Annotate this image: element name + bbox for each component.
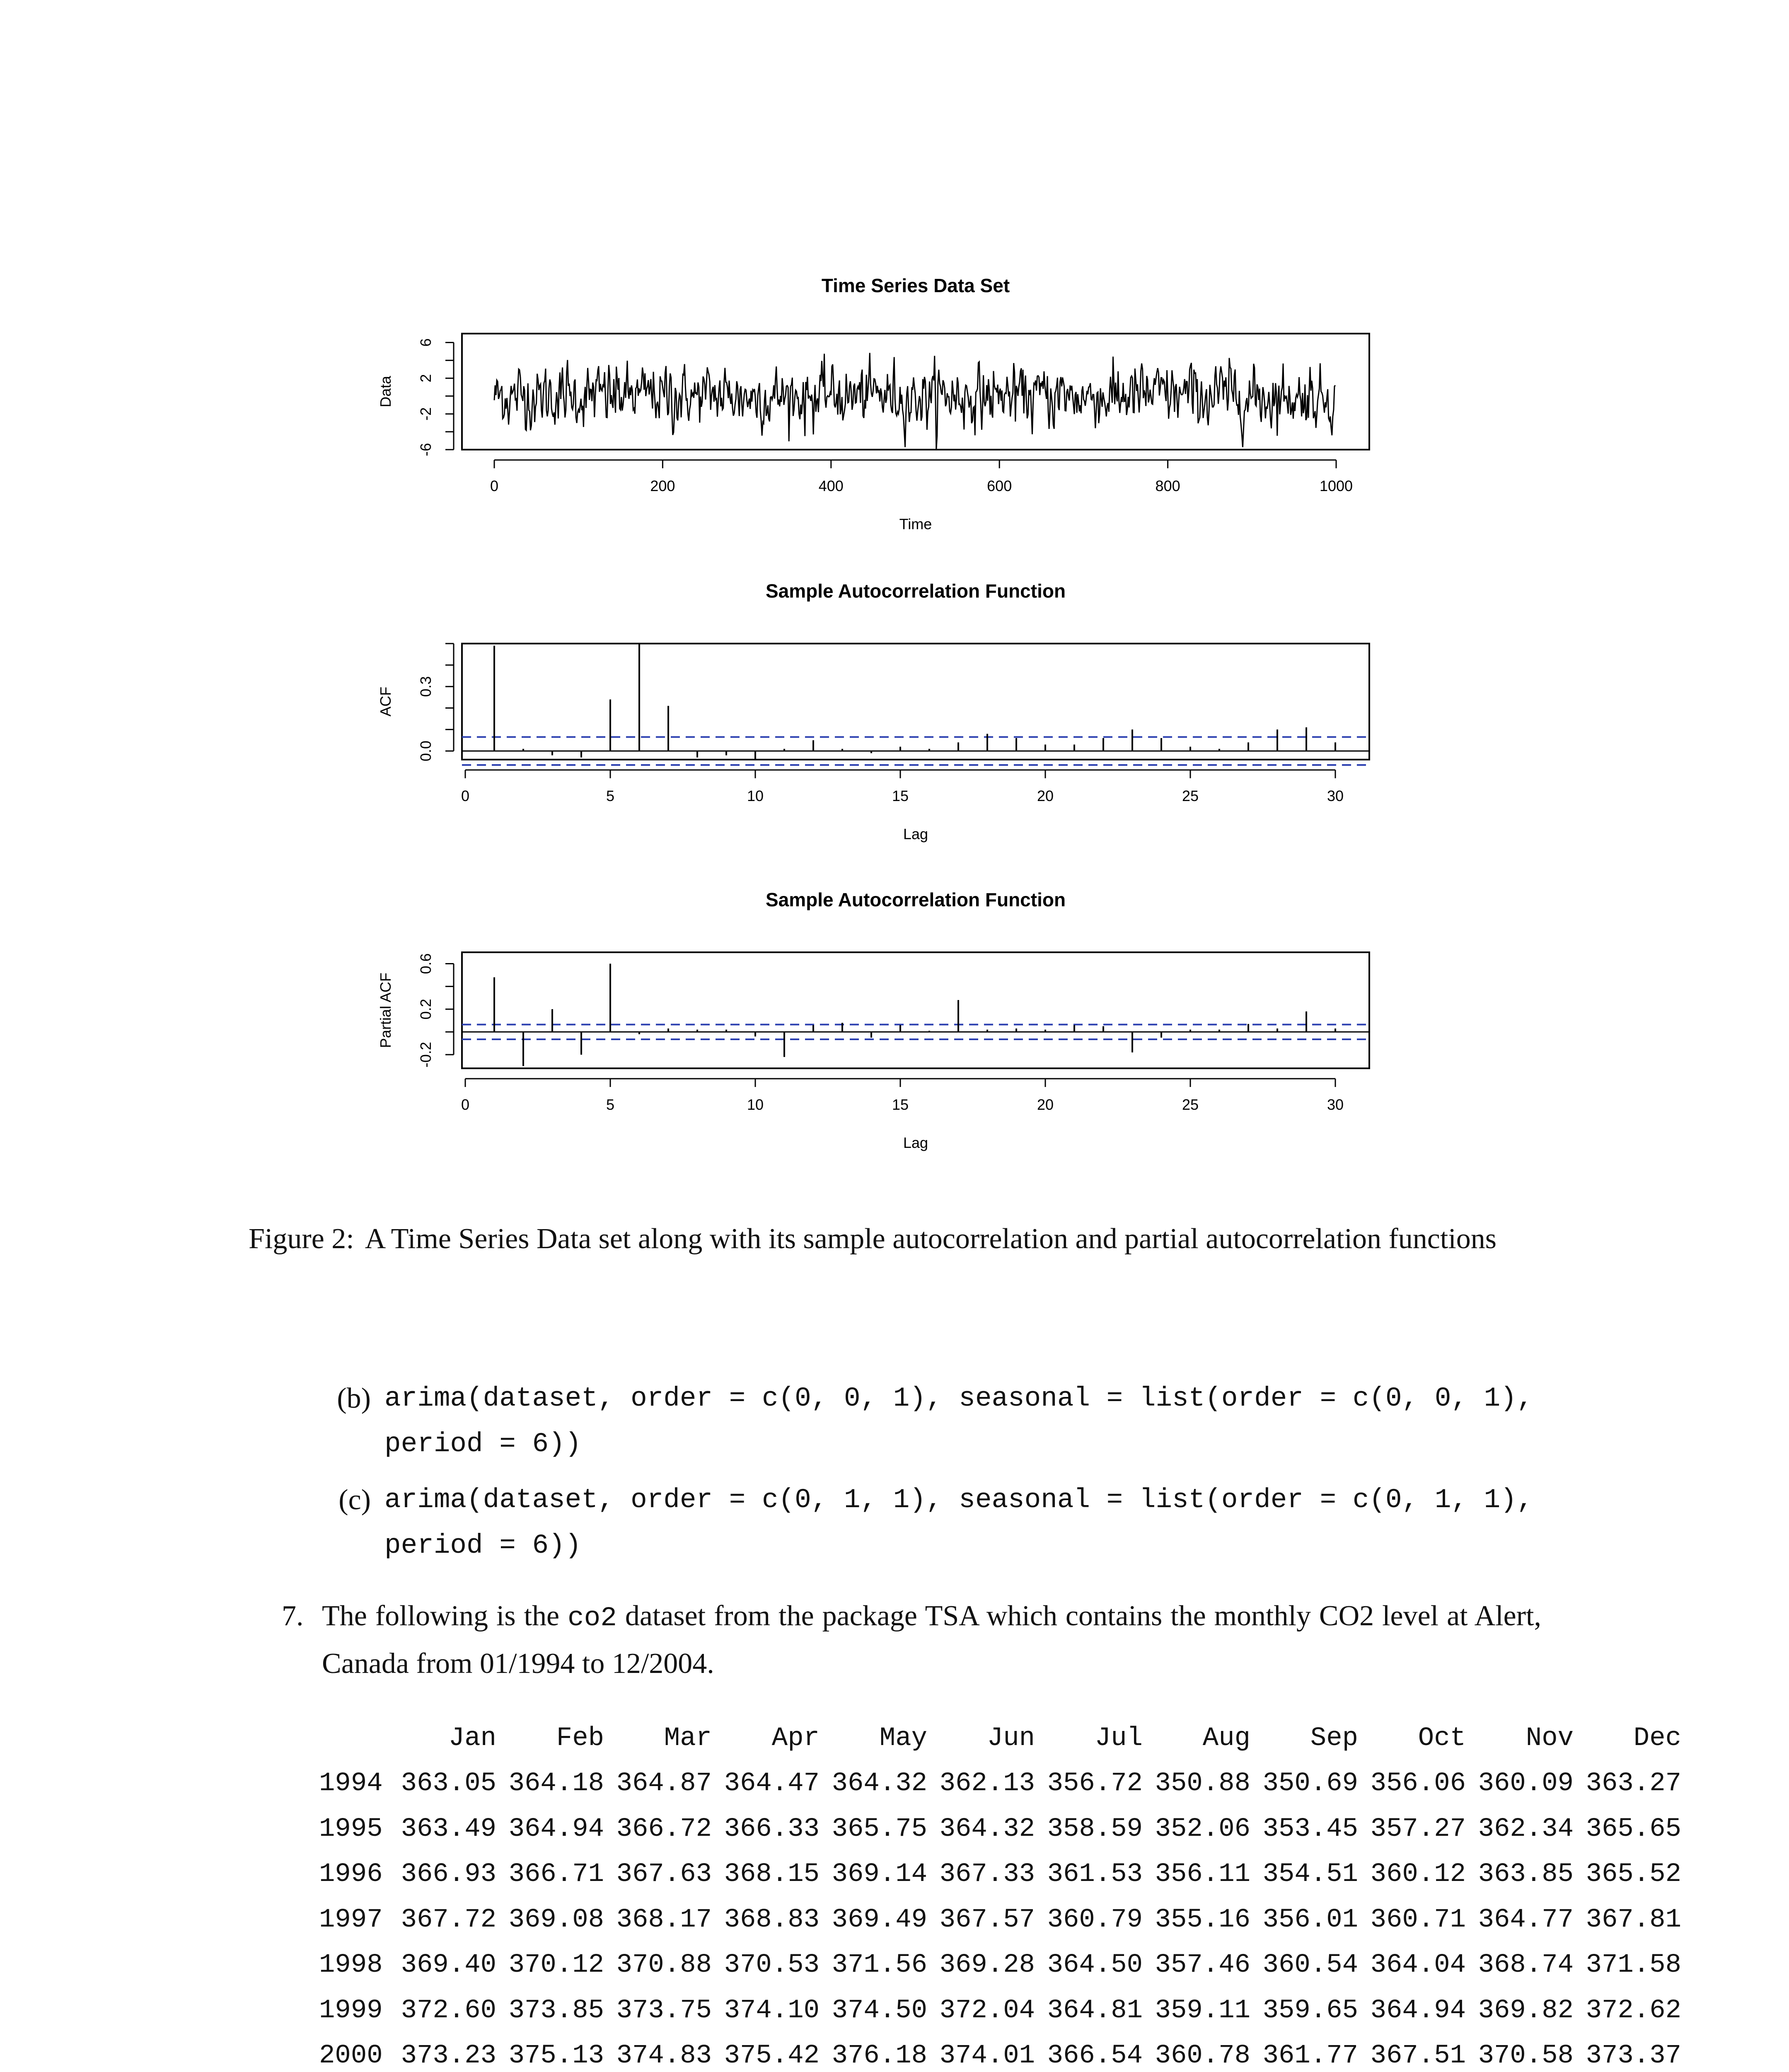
plot-frame — [462, 644, 1369, 760]
value-cell: 350.88 — [1155, 1769, 1250, 1799]
x-tick-label: 600 — [987, 477, 1012, 494]
table-corner — [319, 1716, 389, 1761]
value-cell: 370.53 — [724, 1950, 820, 1980]
value-cell: 369.28 — [939, 1950, 1035, 1980]
month-header: Jan — [448, 1723, 496, 1753]
y-tick-label: 0.3 — [417, 676, 434, 697]
y-tick-label: 6 — [417, 338, 434, 347]
value-cell: 358.59 — [1047, 1814, 1143, 1844]
question-text-part: The following is the — [322, 1600, 560, 1632]
value-cell: 360.78 — [1155, 2041, 1250, 2071]
month-header: Oct — [1418, 1723, 1466, 1753]
value-cell: 362.13 — [939, 1769, 1035, 1799]
value-cell: 363.05 — [401, 1769, 496, 1799]
table-row — [319, 1806, 1681, 1852]
table-row — [319, 1943, 1681, 1988]
x-tick-label: 800 — [1155, 477, 1180, 494]
value-cell: 355.16 — [1155, 1905, 1250, 1935]
value-cell: 361.77 — [1262, 2041, 1358, 2071]
month-header: Jul — [1095, 1723, 1143, 1753]
dataset-name: co2 — [568, 1602, 617, 1634]
value-cell: 373.85 — [508, 1995, 604, 2026]
value-cell: 366.71 — [508, 1859, 604, 1890]
year-cell: 1994 — [319, 1769, 383, 1799]
value-cell: 356.11 — [1155, 1859, 1250, 1890]
value-cell: 359.65 — [1262, 1995, 1358, 2026]
x-axis-label: Time — [899, 516, 932, 533]
value-cell: 373.37 — [1586, 2041, 1681, 2071]
x-tick-label: 25 — [1182, 787, 1199, 804]
question-text-part: dataset from the package TSA which contains the monthly CO2 level at Alert, Canada from 01/1994 to 12/2004. — [322, 1600, 1542, 1680]
year-cell: 1996 — [319, 1859, 383, 1890]
y-axis-label: Partial ACF — [377, 972, 394, 1048]
pacf-plot — [365, 885, 1384, 1158]
value-cell: 367.63 — [616, 1859, 712, 1890]
value-cell: 362.34 — [1478, 1814, 1574, 1844]
value-cell: 373.23 — [401, 2041, 496, 2071]
value-cell: 364.94 — [1370, 1995, 1466, 2026]
value-cell: 360.54 — [1262, 1950, 1358, 1980]
x-axis-label: Lag — [903, 825, 928, 842]
value-cell: 369.08 — [508, 1905, 604, 1935]
value-cell: 357.27 — [1370, 1814, 1466, 1844]
table-row — [319, 1852, 1681, 1898]
value-cell: 360.12 — [1370, 1859, 1466, 1890]
value-cell: 371.56 — [832, 1950, 927, 1980]
code-line: period = 6)) — [384, 1530, 582, 1561]
x-axis-label: Lag — [903, 1134, 928, 1151]
year-cell: 1999 — [319, 1995, 383, 2026]
value-cell: 367.81 — [1586, 1905, 1681, 1935]
code-line: arima(dataset, order = c(0, 0, 1), seasonal = list(order = c(0, 0, 1), — [384, 1383, 1533, 1414]
x-tick-label: 15 — [892, 1096, 909, 1113]
question-number: 7. — [282, 1600, 304, 1632]
year-cell: 1995 — [319, 1814, 383, 1844]
month-header: Mar — [664, 1723, 712, 1753]
value-cell: 370.88 — [616, 1950, 712, 1980]
value-cell: 356.72 — [1047, 1769, 1143, 1799]
value-cell: 356.01 — [1262, 1905, 1358, 1935]
value-cell: 363.85 — [1478, 1859, 1574, 1890]
item-marker: (c) — [338, 1484, 371, 1516]
value-cell: 353.45 — [1262, 1814, 1358, 1844]
value-cell: 374.50 — [832, 1995, 927, 2026]
x-tick-label: 15 — [892, 787, 909, 804]
value-cell: 369.14 — [832, 1859, 927, 1890]
value-cell: 365.52 — [1586, 1859, 1681, 1890]
timeseries-chart — [365, 265, 1384, 539]
value-cell: 374.01 — [939, 2041, 1035, 2071]
value-cell: 368.83 — [724, 1905, 820, 1935]
value-cell: 352.06 — [1155, 1814, 1250, 1844]
value-cell: 376.18 — [832, 2041, 927, 2071]
value-cell: 366.93 — [401, 1859, 496, 1890]
table-row — [319, 1761, 1681, 1807]
value-cell: 369.40 — [401, 1950, 496, 1980]
code-line: arima(dataset, order = c(0, 1, 1), seasonal = list(order = c(0, 1, 1), — [384, 1484, 1533, 1515]
y-tick-label: 2 — [417, 374, 434, 382]
value-cell: 372.60 — [401, 1995, 496, 2026]
y-tick-label: 0.0 — [417, 741, 434, 762]
value-cell: 374.10 — [724, 1995, 820, 2026]
value-cell: 368.17 — [616, 1905, 712, 1935]
value-cell: 366.33 — [724, 1814, 820, 1844]
value-cell: 371.58 — [1586, 1950, 1681, 1980]
chart-title: Sample Autocorrelation Function — [765, 580, 1066, 602]
month-header: Sep — [1310, 1723, 1358, 1753]
item-c — [0, 1477, 1789, 1573]
figure-caption — [249, 1216, 1541, 1262]
value-cell: 364.04 — [1370, 1950, 1466, 1980]
value-cell: 372.62 — [1586, 1995, 1681, 2026]
value-cell: 367.51 — [1370, 2041, 1466, 2071]
year-cell: 1998 — [319, 1950, 383, 1980]
y-tick-label: -2 — [417, 407, 434, 421]
value-cell: 364.32 — [832, 1769, 927, 1799]
value-cell: 364.32 — [939, 1814, 1035, 1844]
month-header: Apr — [771, 1723, 820, 1753]
year-cell: 1997 — [319, 1905, 383, 1935]
code-line: period = 6)) — [384, 1428, 582, 1460]
x-tick-label: 1000 — [1319, 477, 1353, 494]
month-header: Jun — [987, 1723, 1035, 1753]
x-tick-label: 25 — [1182, 1096, 1199, 1113]
y-axis-label: Data — [377, 375, 394, 408]
value-cell: 366.54 — [1047, 2041, 1143, 2071]
value-cell: 367.57 — [939, 1905, 1035, 1935]
value-cell: 363.49 — [401, 1814, 496, 1844]
value-cell: 364.50 — [1047, 1950, 1143, 1980]
chart-title: Time Series Data Set — [821, 275, 1010, 296]
value-cell: 367.33 — [939, 1859, 1035, 1890]
x-tick-label: 5 — [606, 1096, 615, 1113]
acf-plot — [365, 576, 1384, 850]
value-cell: 364.87 — [616, 1769, 712, 1799]
value-cell: 369.82 — [1478, 1995, 1574, 2026]
table-header-row — [319, 1716, 1681, 1761]
value-cell: 364.18 — [508, 1769, 604, 1799]
value-cell: 365.65 — [1586, 1814, 1681, 1844]
acf-chart — [365, 576, 1384, 850]
month-header: Feb — [556, 1723, 604, 1753]
year-cell: 2000 — [319, 2041, 383, 2071]
chart-title: Sample Autocorrelation Function — [765, 889, 1066, 910]
value-cell: 375.42 — [724, 2041, 820, 2071]
value-cell: 365.75 — [832, 1814, 927, 1844]
month-header: Aug — [1202, 1723, 1250, 1753]
x-tick-label: 10 — [747, 1096, 764, 1113]
y-tick-label: -0.2 — [417, 1042, 434, 1068]
value-cell: 372.04 — [939, 1995, 1035, 2026]
value-cell: 368.74 — [1478, 1950, 1574, 1980]
y-axis-label: ACF — [377, 687, 394, 716]
value-cell: 373.75 — [616, 1995, 712, 2026]
item-marker: (b) — [337, 1382, 371, 1414]
co2-table — [319, 1716, 1681, 2072]
plot-frame — [462, 952, 1369, 1068]
y-tick-label: 0.6 — [417, 953, 434, 974]
month-header: Dec — [1633, 1723, 1681, 1753]
month-header: Nov — [1525, 1723, 1574, 1753]
timeseries-plot — [365, 265, 1384, 539]
value-cell: 364.81 — [1047, 1995, 1143, 2026]
item-b — [0, 1376, 1789, 1471]
value-cell: 370.58 — [1478, 2041, 1574, 2071]
x-tick-label: 20 — [1037, 1096, 1054, 1113]
value-cell: 361.53 — [1047, 1859, 1143, 1890]
value-cell: 366.72 — [616, 1814, 712, 1844]
data-line — [494, 353, 1335, 450]
value-cell: 370.12 — [508, 1950, 604, 1980]
y-tick-label: 0.2 — [417, 999, 434, 1020]
value-cell: 359.11 — [1155, 1995, 1250, 2026]
x-tick-label: 0 — [461, 1096, 470, 1113]
value-cell: 368.15 — [724, 1859, 820, 1890]
value-cell: 357.46 — [1155, 1950, 1250, 1980]
question-text — [322, 1593, 1541, 1687]
x-tick-label: 20 — [1037, 787, 1054, 804]
value-cell: 375.13 — [508, 2041, 604, 2071]
x-tick-label: 10 — [747, 787, 764, 804]
value-cell: 360.71 — [1370, 1905, 1466, 1935]
pacf-chart — [365, 885, 1384, 1158]
value-cell: 354.51 — [1262, 1859, 1358, 1890]
caption-text: A Time Series Data set along with its sample autocorrelation and partial autocorrelation functions — [365, 1223, 1497, 1255]
x-tick-label: 5 — [606, 787, 615, 804]
value-cell: 369.49 — [832, 1905, 927, 1935]
value-cell: 350.69 — [1262, 1769, 1358, 1799]
x-tick-label: 0 — [461, 787, 470, 804]
x-tick-label: 0 — [490, 477, 499, 494]
value-cell: 364.94 — [508, 1814, 604, 1844]
value-cell: 360.09 — [1478, 1769, 1574, 1799]
value-cell: 367.72 — [401, 1905, 496, 1935]
table-row — [319, 1897, 1681, 1943]
x-tick-label: 30 — [1327, 1096, 1344, 1113]
table-row — [319, 1988, 1681, 2033]
value-cell: 374.83 — [616, 2041, 712, 2071]
x-tick-label: 30 — [1327, 787, 1344, 804]
table-row — [319, 2033, 1681, 2072]
y-tick-label: -6 — [417, 443, 434, 457]
value-cell: 363.27 — [1586, 1769, 1681, 1799]
x-tick-label: 400 — [818, 477, 844, 494]
value-cell: 364.77 — [1478, 1905, 1574, 1935]
month-header: May — [879, 1723, 927, 1753]
x-tick-label: 200 — [650, 477, 675, 494]
value-cell: 364.47 — [724, 1769, 820, 1799]
value-cell: 360.79 — [1047, 1905, 1143, 1935]
caption-label: Figure 2: — [249, 1223, 354, 1255]
value-cell: 356.06 — [1370, 1769, 1466, 1799]
